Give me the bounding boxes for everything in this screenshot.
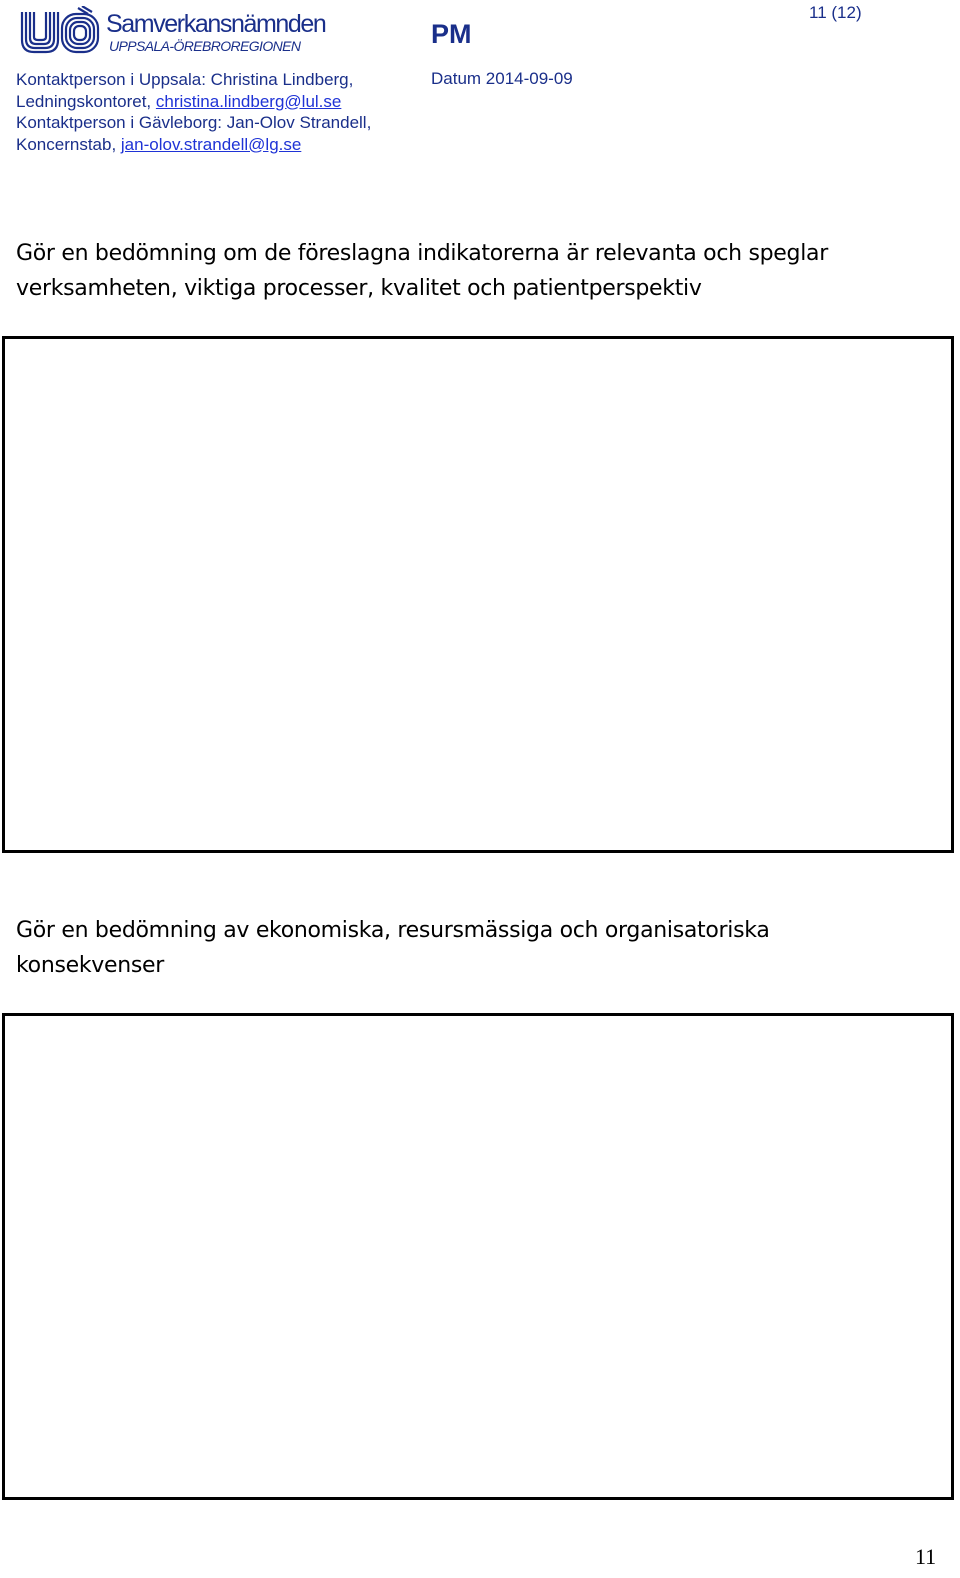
heading-line: verksamheten, viktiga processer, kvalitet och patientperspektiv [16,276,702,301]
heading-line: Gör en bedömning av ekonomiska, resursmässiga och organisatoriska [16,918,770,943]
contact-block [16,69,371,155]
answer-box-indicators[interactable] [2,336,954,853]
logo-emblem-icon [18,6,102,56]
contact-gavleborg: Kontaktperson i Gävleborg: Jan-Olov Strandell, [16,113,372,132]
document-date: Datum 2014-09-09 [431,69,573,88]
section-heading-consequences [16,913,770,983]
section-heading-indicators [16,236,828,306]
email-link-gavleborg[interactable]: jan-olov.strandell@lg.se [120,134,302,154]
contact-uppsala-dept: Ledningskontoret, [16,91,156,111]
contact-uppsala: Kontaktperson i Uppsala: Christina Lindberg, [16,70,354,89]
heading-line: konsekvenser [16,953,165,978]
logo-subtitle: UPPSALA-ÖREBROREGIONEN [109,38,301,54]
email-link-uppsala[interactable]: christina.lindberg@lul.se [155,91,342,111]
answer-box-consequences[interactable] [2,1013,954,1500]
document-type: PM [431,19,472,49]
page-count: 11 (12) [809,3,862,22]
contact-gavleborg-org [16,134,371,156]
contact-gavleborg-dept: Koncernstab, [16,134,121,154]
organization-logo [18,6,363,56]
contact-uppsala-org [16,91,371,113]
footer-page-number: 11 [915,1544,937,1569]
heading-line: Gör en bedömning om de föreslagna indikatorerna är relevanta och speglar [16,241,828,266]
logo-title: Samverkansnämnden [106,10,326,38]
